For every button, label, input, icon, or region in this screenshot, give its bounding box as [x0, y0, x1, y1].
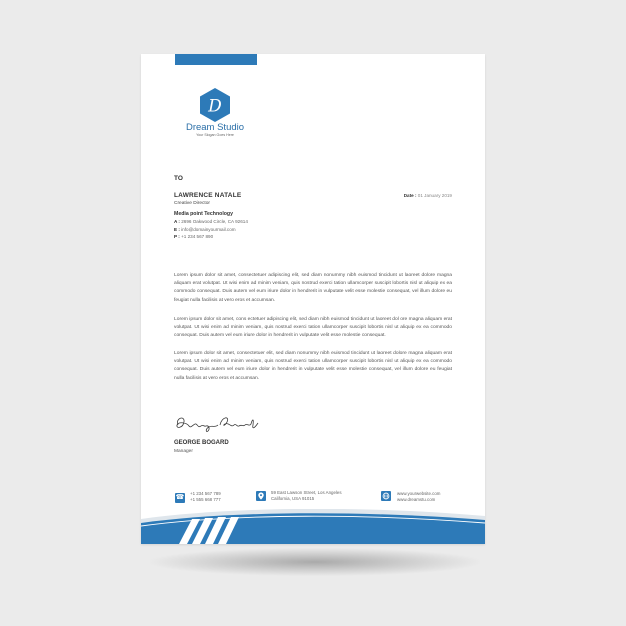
handwritten-signature: [172, 410, 260, 436]
address-key: A :: [174, 219, 180, 224]
sender-name: GEORGE BOGARD: [174, 440, 229, 446]
location-pin-glyph: [256, 491, 266, 501]
hexagon-logo-icon: [200, 88, 230, 122]
sender-title: Manager: [174, 449, 193, 454]
globe-glyph: [381, 491, 391, 501]
address-value: 2696 Oakwood Circle, CA 92614: [181, 219, 248, 224]
globe-icon: [381, 491, 391, 501]
body-paragraph-3: Lorem ipsum dolor sit amet, consectetuer elit, sed diam nonummy nibh euismod tincidunt ut laoreet dolore magna aliquam erat volutpat. Ut wisi enim ad minim veniam, quis nostrud exerci tation ullamcorper suscipit lobortis nisl ut aliquip ex ea commodo consequat. Duis autem vel eum iriure dolor in hendrerit in vulputate velit esse molestie consequat, vel illum dolore eu feugiat nulla facilisis at vero eros et accumsan.: [174, 351, 452, 381]
recipient-phone: [174, 234, 213, 239]
brand-slogan: Your Slogan Goes Here: [196, 133, 234, 137]
phone-key: P :: [174, 234, 180, 239]
letterhead-page: [141, 54, 485, 544]
footer-address-1: 59 East Lawson Street, Los Angeles: [271, 490, 342, 495]
phone-value: +1 234 567 890: [181, 234, 214, 239]
to-label: TO: [174, 175, 183, 182]
footer-address-2: California, USA 91015: [271, 496, 315, 502]
footer-phone-1: +1 234 567 789: [190, 491, 221, 496]
date-value: 01 January 2019: [417, 193, 452, 198]
bottom-wave-decoration: [141, 509, 485, 544]
recipient-address: [174, 219, 248, 224]
recipient-title: Creative Director: [174, 201, 210, 206]
brand-name: Dream Studio: [185, 122, 245, 133]
footer-website-1: www.yourwebsite.com: [397, 491, 441, 496]
body-paragraph-1: Lorem ipsum dolor sit amet, consectetuer adipiscing elit, sed diam nonummy nibh euismod tincidunt ut laoreet dolore magna aliquam erat volutpat. Ut wisi enim ad minim veniam, quis nostrud exerci tation ullamcorper suscipit lobortis nisl ut aliquip ex ea commodo consequat. Duis autem vel eum iriure dolor in hendrerit in vulputate velit esse molestie consequat, vel illum dolore eu feugiat nulla facilisis at vero eros et accumsan.: [174, 273, 452, 303]
recipient-email: [174, 227, 236, 232]
email-key: E :: [174, 226, 180, 232]
date-line: [396, 193, 452, 198]
top-accent-bar: [175, 54, 257, 65]
date-label: Date :: [403, 193, 417, 198]
phone-icon: ☎: [175, 494, 185, 501]
footer-website-2: www.dreamstu.com: [397, 497, 436, 503]
footer-address: [271, 490, 342, 503]
body-paragraph-2: Lorem ipsum dolor sit amet, cons ectetuer adipiscing elit, sed diam nibh euismod tincidunt ut laoreet dol ore magna aliquam erat volutpat. Ut wisi enim ad minim veniam, quis nostrud exerci tation ullamcorper suscipit lobortis nisl ut aliquip ex ea commodo consequat. Duis autem vel eum iriure dolor in hendrerit in vulputate velit esse molestie consequat.: [174, 317, 452, 339]
recipient-company: Media point Technology: [174, 211, 233, 217]
footer-phones: [190, 491, 221, 504]
logo-monogram: D: [208, 96, 222, 117]
paper-shadow: [150, 548, 480, 576]
footer-phone-2: +1 555 668 777: [190, 497, 221, 503]
location-pin-icon: [256, 491, 266, 501]
footer-websites: [397, 491, 440, 504]
email-value: info@domainyourmail.com: [181, 226, 236, 232]
recipient-name: LAWRENCE NATALE: [174, 192, 242, 199]
